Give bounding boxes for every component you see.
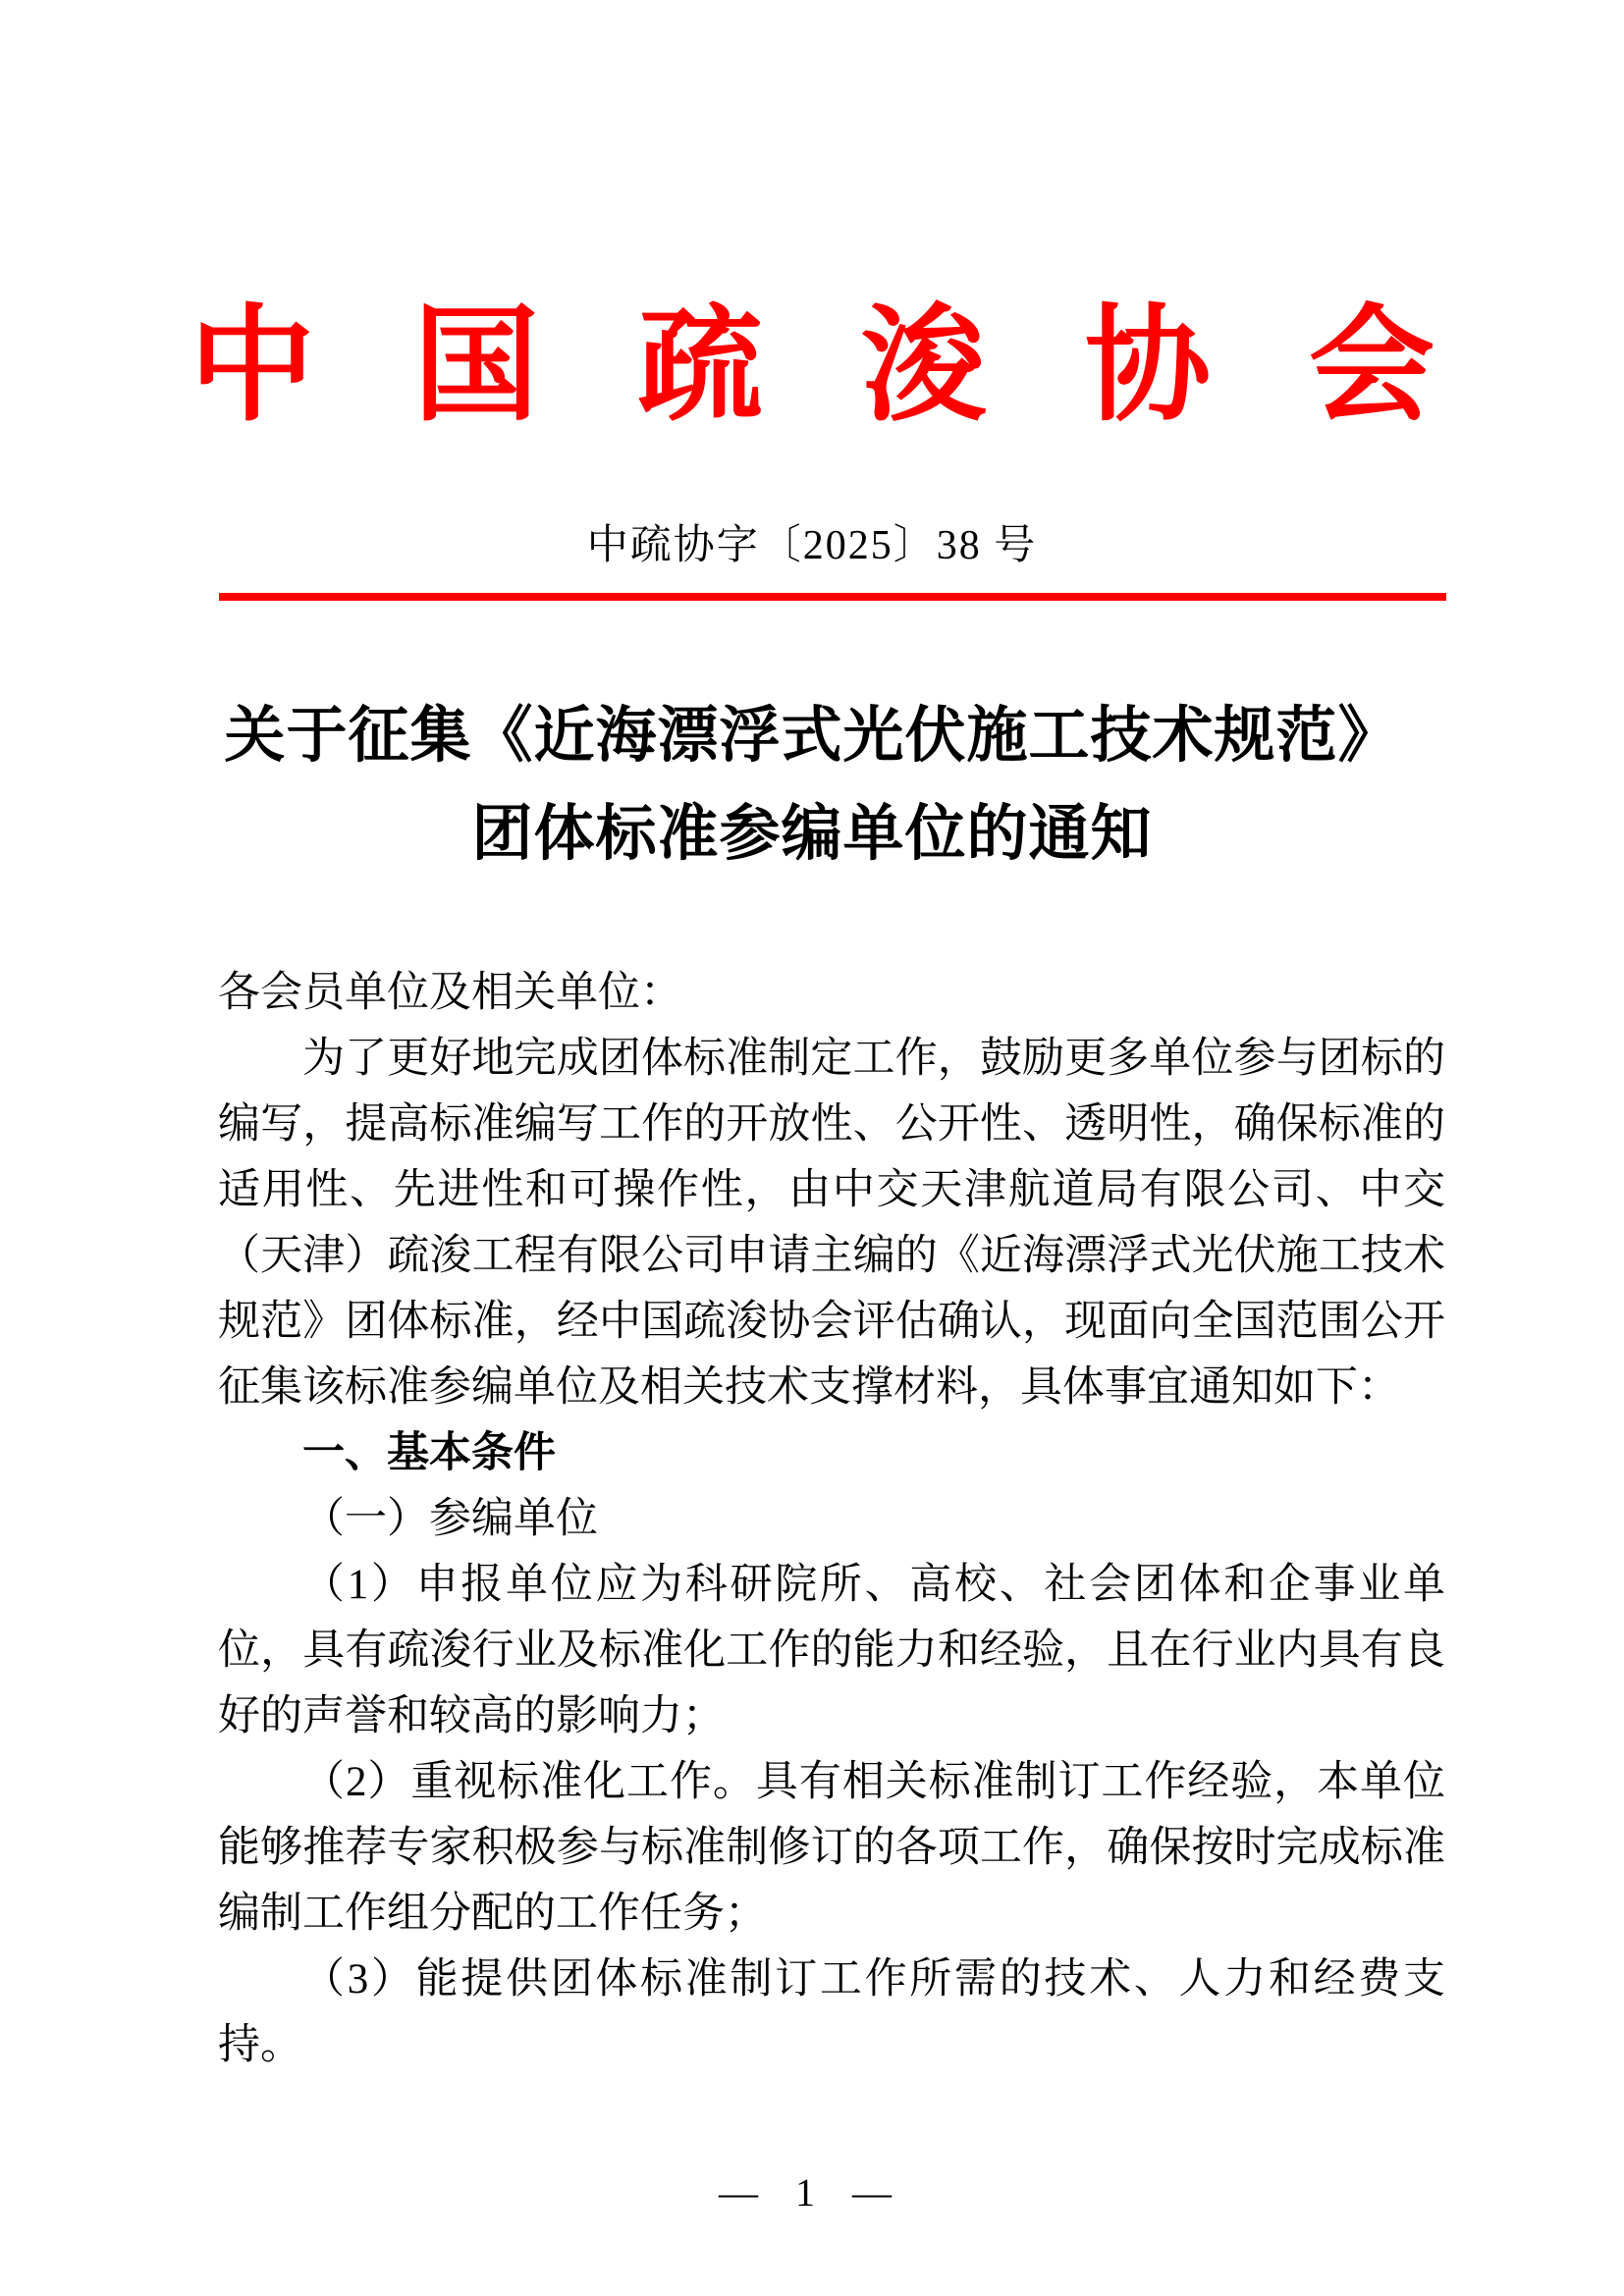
- salutation: 各会员单位及相关单位：: [218, 970, 682, 1016]
- letterhead-red-divider: [219, 593, 1446, 601]
- document-title-line1: 关于征集《近海漂浮式光伏施工技术规范》: [224, 703, 1400, 770]
- document-body: [218, 960, 1445, 2078]
- page-number: — 1 —: [719, 2170, 905, 2215]
- condition-item-3: （3）能提供团体标准制订工作所需的技术、人力和经费支持。: [218, 1956, 1445, 2068]
- subsection-heading-participating-units: （一）参编单位: [302, 1496, 598, 1542]
- condition-item-2: （2）重视标准化工作。具有相关标准制订工作经验，本单位能够推荐专家积极参与标准制修订的各项工作，确保按时完成标准编制工作组分配的工作任务；: [218, 1759, 1445, 1937]
- intro-paragraph: 为了更好地完成团体标准制定工作，鼓励更多单位参与团标的编写，提高标准编写工作的开放性、公开性、透明性，确保标准的适用性、先进性和可操作性，由中交天津航道局有限公司、中交（天津）疏浚工程有限公司申请主编的《近海漂浮式光伏施工技术规范》团体标准，经中国疏浚协会评估确认，现面向全国范围公开征集该标准参编单位及相关技术支撑材料，具体事宜通知如下：: [218, 1036, 1445, 1411]
- doc-reference-number: 中疏协字〔2025〕38 号: [586, 523, 1038, 568]
- document-title-line2: 团体标准参编单位的通知: [471, 801, 1153, 868]
- section-heading-basic-conditions: 一、基本条件: [302, 1429, 556, 1476]
- document-title: [0, 687, 1624, 883]
- condition-item-1: （1）申报单位应为科研院所、高校、社会团体和企事业单位，具有疏浚行业及标准化工作的能力和经验，且在行业内具有良好的声誉和较高的影响力；: [218, 1562, 1445, 1739]
- letterhead-org-name: 中国疏浚协会: [189, 296, 1533, 436]
